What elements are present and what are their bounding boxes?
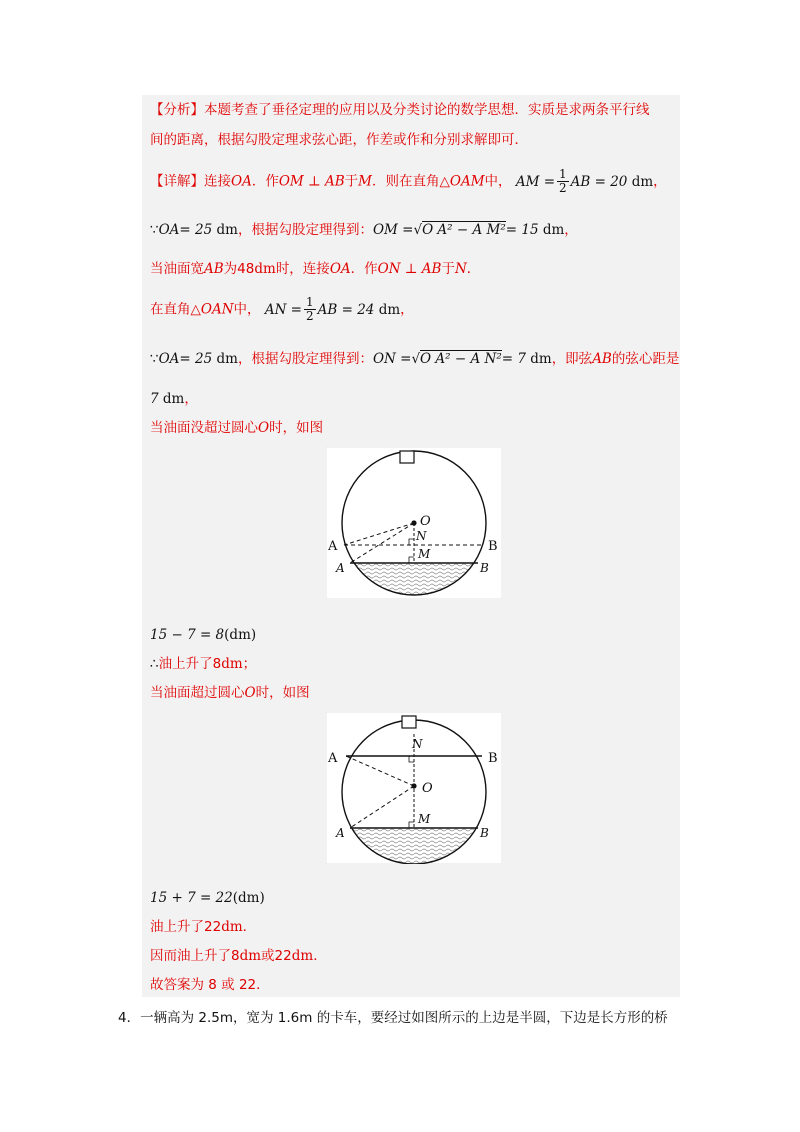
circle-diagram-1	[326, 447, 502, 599]
figure-1	[326, 447, 502, 599]
label-A-lower: A	[336, 826, 345, 840]
label-B-lower: B	[480, 561, 489, 575]
analysis-line-1: 【分析】本题考查了垂径定理的应用以及分类讨论的数学思想．实质是求两条平行线	[150, 102, 650, 118]
final-answer: 故答案为 8 或 22．	[150, 977, 270, 993]
label-N: N	[412, 737, 423, 751]
figure-2	[326, 712, 502, 864]
analysis-line-2: 间的距离，根据勾股定理求弦心距，作差或作和分别求解即可．	[150, 132, 528, 148]
label-A-upper: A	[328, 751, 338, 766]
label-M: M	[418, 547, 431, 561]
label-B-upper: B	[488, 539, 498, 554]
calc-case-2: 15 + 7 = 22(dm)	[150, 890, 265, 906]
detail-line-1: 【详解】连接OA．作OM ⊥ AB于M．则在直角△OAM中， AM = $\frac{1}{2}$ AB = 20 dm，	[150, 167, 667, 195]
case-2-heading: 当油面超过圆心O时，如图	[150, 685, 310, 701]
label-A-upper: A	[328, 539, 338, 554]
label-N: N	[416, 529, 427, 543]
detail-line-5: ∵OA= 25 dm，根据勾股定理得到：ON =√O A² − A N²= 7 dm，即弦AB的弦心距是	[150, 351, 680, 367]
label-B-lower: B	[480, 826, 489, 840]
detail-tag: 【详解】	[150, 173, 204, 190]
label-O: O	[420, 514, 431, 529]
detail-line-4: 在直角△OAN中， AN = $\frac{1}{2}$ AB = 24 dm，	[150, 295, 414, 323]
label-A-lower: A	[336, 561, 345, 575]
detail-line-2: ∵OA= 25 dm，根据勾股定理得到：OM =√O A² − A M²= 15 dm，	[150, 222, 578, 238]
fraction-half-2: $\frac{1}{2}$	[306, 295, 314, 323]
result-case-2: 油上升了22dm．	[150, 919, 257, 935]
detail-line-3: 当油面宽AB为48dm时，连接OA．作ON ⊥ AB于N．	[150, 261, 481, 277]
calc-case-1: 15 − 7 = 8(dm)	[150, 627, 257, 643]
analysis-tag: 【分析】	[150, 102, 204, 118]
label-B-upper: B	[488, 751, 498, 766]
conclusion: 因而油上升了8dm或22dm．	[150, 948, 327, 964]
label-M: M	[418, 812, 431, 826]
question-4: 4．一辆高为 2.5m，宽为 1.6m 的卡车，要经过如图所示的上边是半圆，下边是长方形的桥	[118, 1010, 668, 1026]
detail-line-6: 7 dm，	[150, 391, 198, 407]
label-O: O	[422, 781, 433, 796]
fraction-half: $\frac{1}{2}$	[559, 167, 567, 195]
circle-diagram-2	[326, 712, 502, 864]
result-case-1: ∴油上升了8dm；	[150, 656, 257, 672]
case-1-heading: 当油面没超过圆心O时，如图	[150, 420, 324, 436]
